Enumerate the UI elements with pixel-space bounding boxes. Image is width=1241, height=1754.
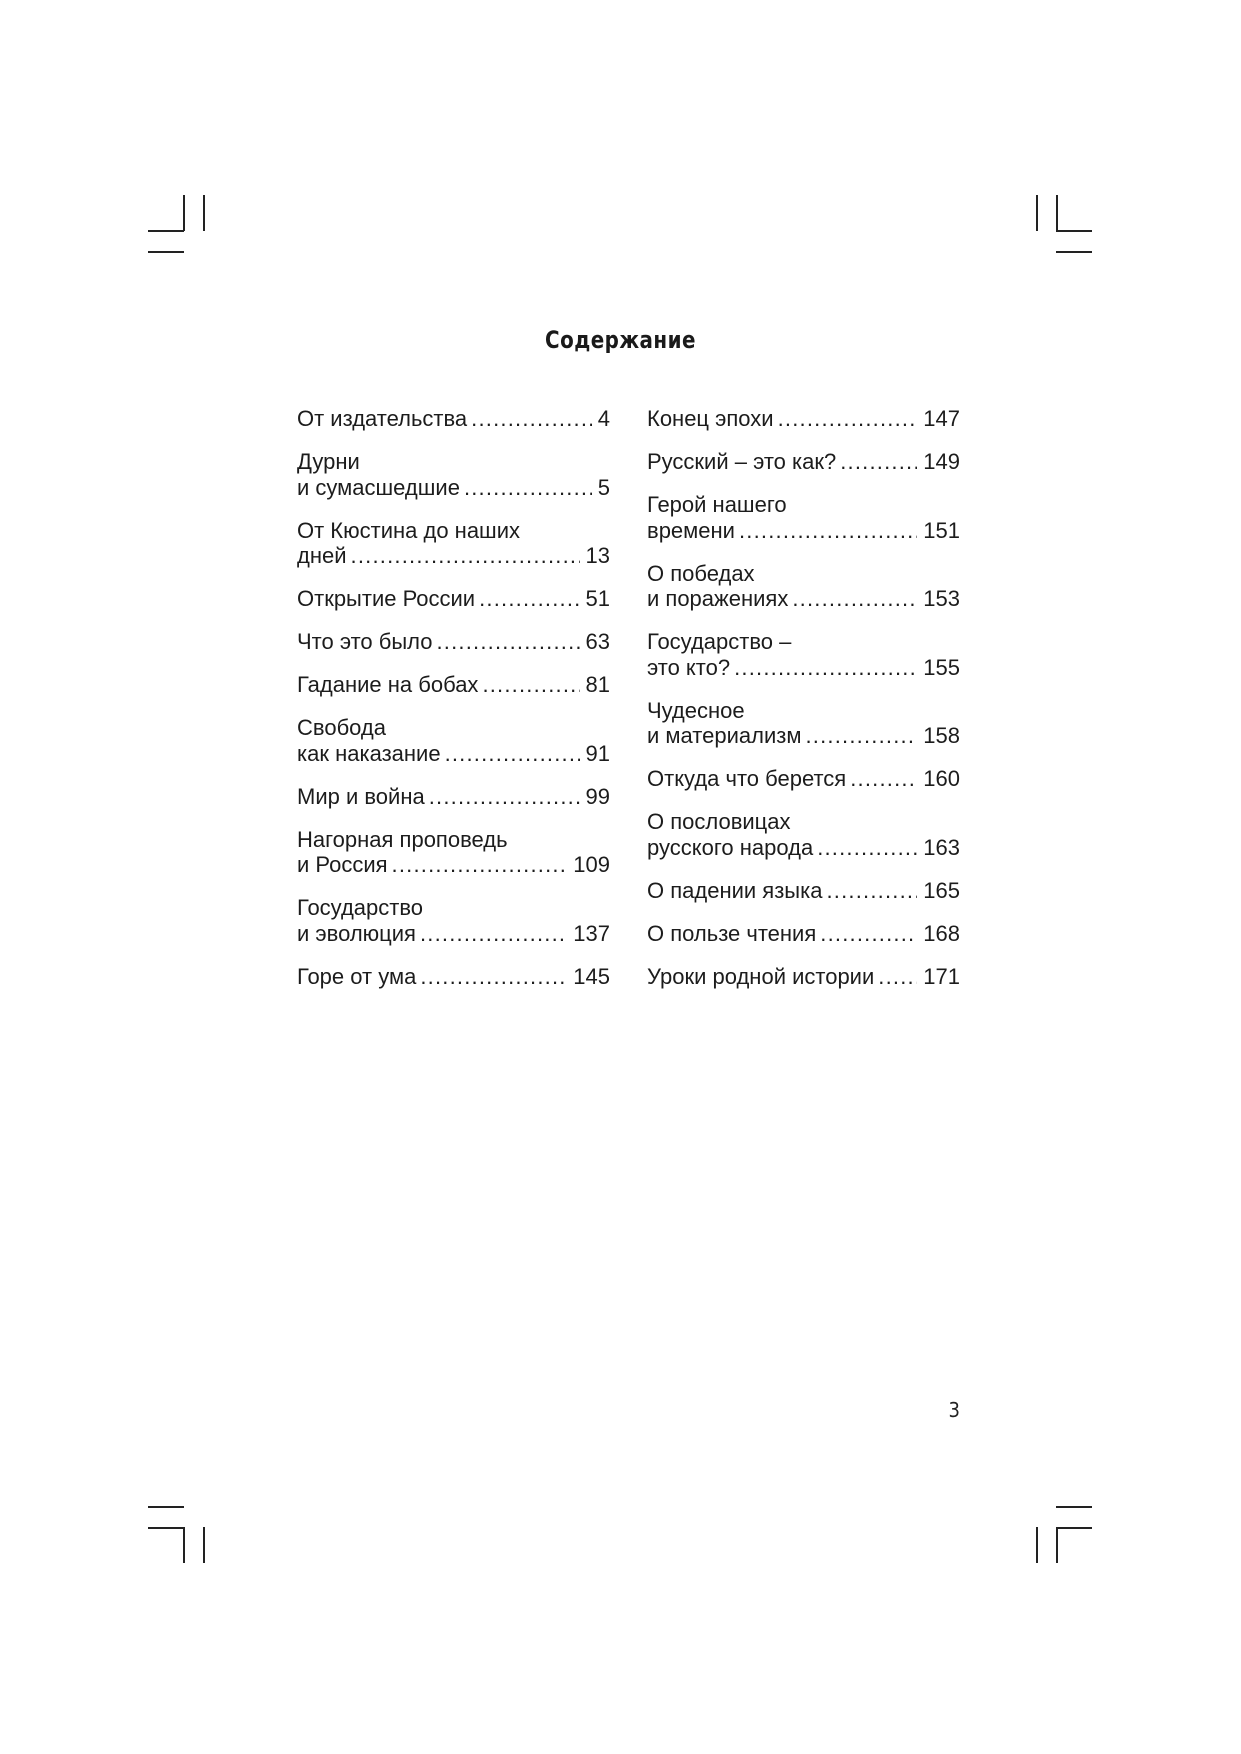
toc-entry-title: Гадание на бобах (297, 672, 479, 697)
toc-entry-title: дней (297, 543, 347, 568)
toc-page-number: 168 (923, 920, 960, 946)
toc-entry[interactable] (647, 561, 960, 612)
crop-mark (148, 251, 184, 253)
toc-page-number: 109 (573, 852, 610, 877)
toc-entry-title: Свобода (297, 715, 386, 740)
toc-entry-line (647, 406, 960, 432)
toc-entry-line (297, 895, 610, 921)
toc-page-number: 160 (923, 766, 960, 791)
toc-entry[interactable] (647, 449, 960, 475)
toc-entry[interactable] (297, 629, 610, 655)
toc-entry-title: и сумасшедшие (297, 474, 460, 500)
dot-leader (778, 406, 918, 432)
toc-entry-title: Мир и война (297, 783, 425, 809)
toc-page-number: 5 (597, 474, 610, 500)
toc-entry-title: Нагорная проповедь (297, 826, 508, 852)
toc-entry-title: Русский – это как? (647, 449, 837, 474)
toc-page-number: 99 (585, 783, 610, 809)
toc-entry-line (297, 475, 610, 501)
toc-page-number: 158 (923, 723, 960, 748)
toc-page-number: 147 (923, 406, 960, 431)
toc-entry-title: О пользе чтения (647, 920, 817, 946)
dot-leader (479, 586, 579, 612)
crop-mark (1056, 251, 1092, 253)
crop-mark (1036, 195, 1038, 231)
toc-page-number: 81 (585, 672, 610, 697)
toc-entry-line (647, 964, 960, 990)
toc-entry[interactable] (647, 698, 960, 749)
dot-leader (878, 964, 917, 990)
toc-entry-line (647, 449, 960, 475)
toc-entry-title: Конец эпохи (647, 406, 774, 431)
toc-entry[interactable] (647, 766, 960, 792)
dot-leader (805, 723, 917, 749)
toc-entry-title: Дурни (297, 449, 360, 474)
dot-leader (464, 475, 592, 501)
crop-mark (183, 195, 185, 231)
toc-page-number: 165 (923, 877, 960, 903)
toc-entry-line (647, 878, 960, 904)
toc-entry-line (647, 561, 960, 587)
toc-entry-line (297, 586, 610, 612)
dot-leader (420, 964, 567, 990)
dot-leader (445, 741, 580, 767)
dot-leader (482, 672, 579, 698)
toc-entry-line (647, 723, 960, 749)
page-title: Содержание (545, 326, 696, 354)
toc-entry[interactable] (297, 586, 610, 612)
toc-entry-line (297, 715, 610, 741)
crop-mark (1056, 195, 1058, 231)
toc-entry[interactable] (647, 878, 960, 904)
dot-leader (429, 784, 580, 810)
dot-leader (850, 766, 917, 792)
toc-page-number: 153 (923, 586, 960, 611)
toc-entry-line (647, 492, 960, 518)
toc-entry-title: и Россия (297, 852, 388, 877)
toc-page-number: 155 (923, 654, 960, 680)
toc-entry-line (297, 629, 610, 655)
toc-entry[interactable] (297, 715, 610, 766)
toc-entry-title: Государство – (647, 629, 792, 654)
toc-entry-title: О пословицах (647, 809, 791, 834)
toc-entry[interactable] (297, 518, 610, 569)
toc-entry-title: и поражениях (647, 586, 789, 611)
toc-entry-title: Чудесное (647, 697, 745, 723)
toc-entry-title: Горе от ума (297, 963, 417, 989)
crop-mark (1056, 1527, 1092, 1529)
toc-entry-line (297, 852, 610, 878)
toc-entry-title: русского народа (647, 834, 814, 860)
toc-entry-title: Что это было (297, 629, 433, 654)
toc-entry-title: Уроки родной истории (647, 963, 875, 989)
toc-page-number: 91 (585, 740, 610, 766)
toc-entry-title: Герой нашего (647, 492, 787, 517)
dot-leader (392, 852, 568, 878)
toc-entry-line (297, 406, 610, 432)
toc-entry[interactable] (297, 895, 610, 946)
toc-entry-title: Государство (297, 895, 424, 920)
toc-entry-line (297, 518, 610, 544)
dot-leader (840, 449, 917, 475)
dot-leader (817, 835, 917, 861)
toc-entry[interactable] (297, 672, 610, 698)
crop-mark (148, 230, 184, 232)
crop-mark (1056, 1527, 1058, 1563)
toc-entry-line (647, 629, 960, 655)
toc-entry-line (297, 784, 610, 810)
toc-entry[interactable] (647, 921, 960, 947)
toc-page-number: 137 (573, 920, 610, 946)
toc-entry[interactable] (647, 809, 960, 860)
toc-page-number: 145 (573, 963, 610, 989)
toc-entry-line (297, 449, 610, 475)
dot-leader (820, 921, 917, 947)
toc-entry-title: это кто? (647, 654, 731, 680)
toc-entry-line (647, 698, 960, 724)
toc-page-number: 149 (923, 449, 960, 474)
toc-entry-line (297, 741, 610, 767)
toc-page-number: 171 (923, 963, 960, 989)
toc-page-number: 13 (585, 543, 610, 568)
toc-entry[interactable] (297, 449, 610, 500)
dot-leader (734, 655, 917, 681)
toc-page-number: 163 (923, 834, 960, 860)
toc-page-number: 63 (585, 629, 610, 654)
toc-entry-title: От Кюстина до наших (297, 517, 520, 543)
toc-entry-title: О победах (647, 560, 755, 586)
toc-entry[interactable] (647, 964, 960, 990)
page-number: 3 (948, 1398, 960, 1422)
crop-mark (203, 195, 205, 231)
toc-entry[interactable] (297, 827, 610, 878)
toc-entry-line (647, 921, 960, 947)
crop-mark (183, 1527, 185, 1563)
toc-entry-title: и эволюция (297, 920, 416, 946)
toc-entry-line (297, 964, 610, 990)
crop-mark (1056, 230, 1092, 232)
toc-page-number: 51 (585, 586, 610, 611)
toc-entry-title: как наказание (297, 740, 441, 766)
toc-entry[interactable] (297, 964, 610, 990)
dot-leader (437, 629, 580, 655)
toc-page-number: 151 (923, 517, 960, 543)
toc-entry[interactable] (647, 629, 960, 680)
crop-mark (1056, 1506, 1092, 1508)
toc-entry-title: и материализм (647, 723, 802, 748)
toc-entry-line (297, 921, 610, 947)
toc-right-column (647, 406, 960, 1007)
toc-entry[interactable] (297, 784, 610, 810)
toc-entry[interactable] (647, 492, 960, 543)
crop-mark (148, 1527, 184, 1529)
toc-entry-line (647, 655, 960, 681)
toc-entry[interactable] (297, 406, 610, 432)
toc-entry-line (647, 518, 960, 544)
toc-entry-line (297, 827, 610, 853)
toc-entry-title: Открытие России (297, 586, 476, 611)
crop-mark (203, 1527, 205, 1563)
toc-entry-title: О падении языка (647, 877, 823, 903)
toc-entry-line (297, 672, 610, 698)
toc-entry-line (647, 586, 960, 612)
dot-leader (351, 543, 580, 569)
toc-entry-title: времени (647, 517, 735, 543)
toc-entry-line (647, 766, 960, 792)
dot-leader (792, 586, 917, 612)
dot-leader (420, 921, 567, 947)
dot-leader (826, 878, 917, 904)
toc-entry-line (297, 543, 610, 569)
toc-entry-title: Откуда что берется (647, 766, 847, 791)
toc-entry[interactable] (647, 406, 960, 432)
toc-entry-line (647, 835, 960, 861)
dot-leader (739, 518, 917, 544)
toc-page-number: 4 (597, 406, 610, 431)
crop-mark (148, 1506, 184, 1508)
dot-leader (471, 406, 592, 432)
toc-left-column (297, 406, 610, 1007)
toc-entry-line (647, 809, 960, 835)
toc-entry-title: От издательства (297, 406, 468, 431)
crop-mark (1036, 1527, 1038, 1563)
